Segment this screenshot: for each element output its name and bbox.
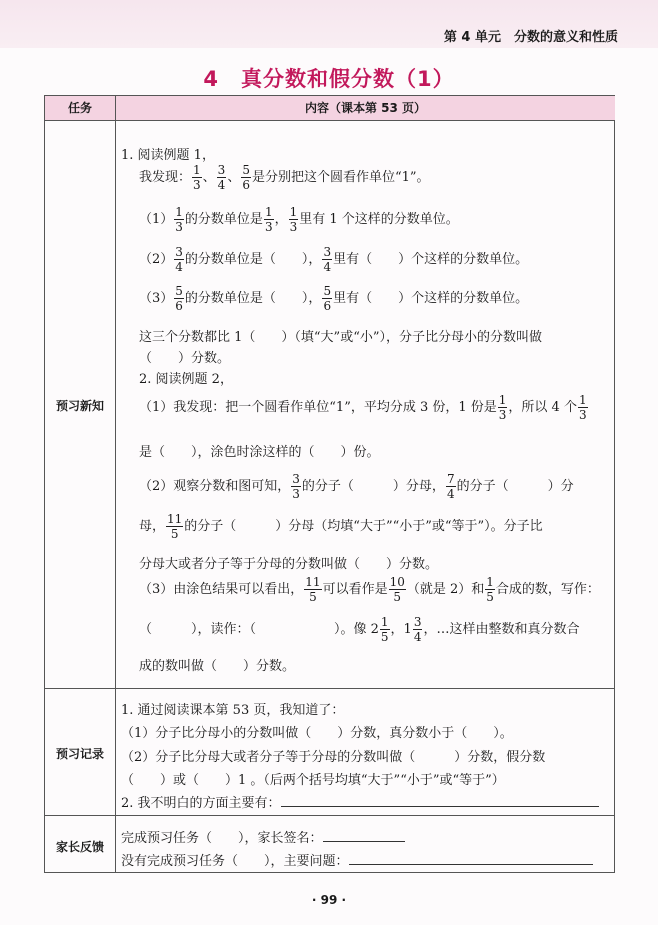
task-column-header: 任务: [45, 96, 115, 120]
divider: [45, 688, 614, 689]
fraction: $\frac{1}{3}$: [264, 205, 273, 234]
text-line: 我发现： $\frac{1}{3}$ 、 $\frac{3}{4}$ 、 $\frac{5}{6}$ 是分别把这个圆看作单位“1”。: [139, 163, 430, 192]
fraction: $\frac{1}{3}$: [175, 205, 183, 234]
text-line: 2. 阅读例题 2，: [139, 372, 233, 387]
fraction: $\frac{3}{3}$: [292, 472, 300, 501]
text-line: （ ），读作：（ ）。像 2 $\frac{1}{5}$ ，1 $\frac{3}{4}$ ，…这样由整数和真分数合: [139, 615, 580, 644]
fraction: $\frac{7}{4}$: [446, 472, 455, 501]
divider: [45, 815, 614, 816]
fraction: $\frac{3}{4}$: [175, 245, 183, 274]
content-column-header: 内容（课本第 53 页）: [116, 96, 615, 120]
text-line: （1）分子比分母小的分数叫做（ ）分数，真分数小于（ ）。: [121, 726, 513, 741]
text-line: 2. 我不明白的方面主要有：: [121, 792, 599, 811]
text-line: 成的数叫做（ ）分数。: [139, 659, 296, 674]
fraction: $\frac{5}{6}$: [175, 284, 183, 313]
unit-title: 第 4 单元 分数的意义和性质: [443, 30, 618, 45]
text-line: 1. 通过阅读课本第 53 页，我知道了：: [121, 703, 345, 718]
divider: [115, 96, 116, 872]
text-line: 是（ ），涂色时涂这样的（ ）份。: [139, 445, 380, 460]
answer-line[interactable]: [281, 796, 599, 807]
fraction: $\frac{1}{3}$: [289, 205, 298, 234]
text-line: 完成预习任务（ ），家长签名：: [121, 827, 405, 846]
divider: [45, 120, 614, 121]
text-line: （1）我发现：把一个圆看作单位“1”，平均分成 3 份，1 份是 $\frac{1}{3}$ ，所以 4 个 $\frac{1}{3}$: [139, 393, 587, 422]
row-label-record: 预习记录: [55, 747, 104, 761]
fraction: $\frac{1}{5}$: [380, 615, 389, 644]
text-line: （1） $\frac{1}{3}$ 的分数单位是 $\frac{1}{3}$ ， $\frac{1}{3}$ 里有 1 个这样的分数单位。: [139, 205, 459, 234]
text-line: （3）由涂色结果可以看出， $\frac{11}{5}$ 可以看作是 $\frac{10}{5}$ （就是 2）和 $\frac{1}{5}$ 合成的数，写作：: [139, 575, 600, 604]
preview-table: [44, 95, 615, 873]
text-line: 母， $\frac{11}{5}$ 的分子（ ）分母（均填“大于”“小于”或“等于”）。分子比: [139, 512, 543, 541]
fraction: $\frac{1}{5}$: [486, 575, 494, 604]
fraction: $\frac{1}{3}$: [498, 393, 507, 422]
text-line: （2） $\frac{3}{4}$ 的分数单位是（ ）， $\frac{3}{4}$ 里有（ ）个这样的分数单位。: [139, 245, 529, 274]
text-line: （3） $\frac{5}{6}$ 的分数单位是（ ）， $\frac{5}{6}$ 里有（ ）个这样的分数单位。: [139, 284, 529, 313]
fraction: $\frac{10}{5}$: [389, 575, 405, 604]
row-label-parent: 家长反馈: [55, 840, 104, 854]
text-line: 分母大或者分子等于分母的分数叫做（ ）分数。: [139, 557, 439, 572]
fraction: $\frac{5}{6}$: [242, 163, 250, 192]
fraction: $\frac{3}{4}$: [217, 163, 226, 192]
fraction: $\frac{1}{3}$: [193, 163, 201, 192]
text-line: （ ）或（ ）1 。（后两个括号均填“大于”“小于”或“等于”）: [121, 773, 505, 788]
text-line: （2）分子比分母大或者分子等于分母的分数叫做（ ）分数，假分数: [121, 750, 546, 765]
text-line: 没有完成预习任务（ ），主要问题：: [121, 850, 593, 869]
row-label-preview: 预习新知: [55, 399, 104, 413]
page-number: · 99 ·: [311, 893, 347, 907]
fraction: $\frac{5}{6}$: [323, 284, 332, 313]
text-line: （2）观察分数和图可知， $\frac{3}{3}$ 的分子（ ）分母， $\frac{7}{4}$ 的分子（ ）分: [139, 472, 574, 501]
fraction: $\frac{1}{3}$: [578, 393, 587, 422]
text-line: 1. 阅读例题 1，: [121, 148, 215, 163]
lesson-title: 4 真分数和假分数（1）: [203, 67, 455, 91]
problem-line[interactable]: [349, 854, 593, 865]
fraction: $\frac{11}{5}$: [305, 575, 321, 604]
fraction: $\frac{3}{4}$: [323, 245, 332, 274]
signature-line[interactable]: [323, 831, 405, 842]
text-line: （ ）分数。: [139, 351, 231, 366]
fraction: $\frac{3}{4}$: [413, 615, 422, 644]
fraction: $\frac{11}{5}$: [167, 512, 183, 541]
text-line: 这三个分数都比 1（ ）（填“大”或“小”），分子比分母小的分数叫做: [139, 330, 542, 345]
